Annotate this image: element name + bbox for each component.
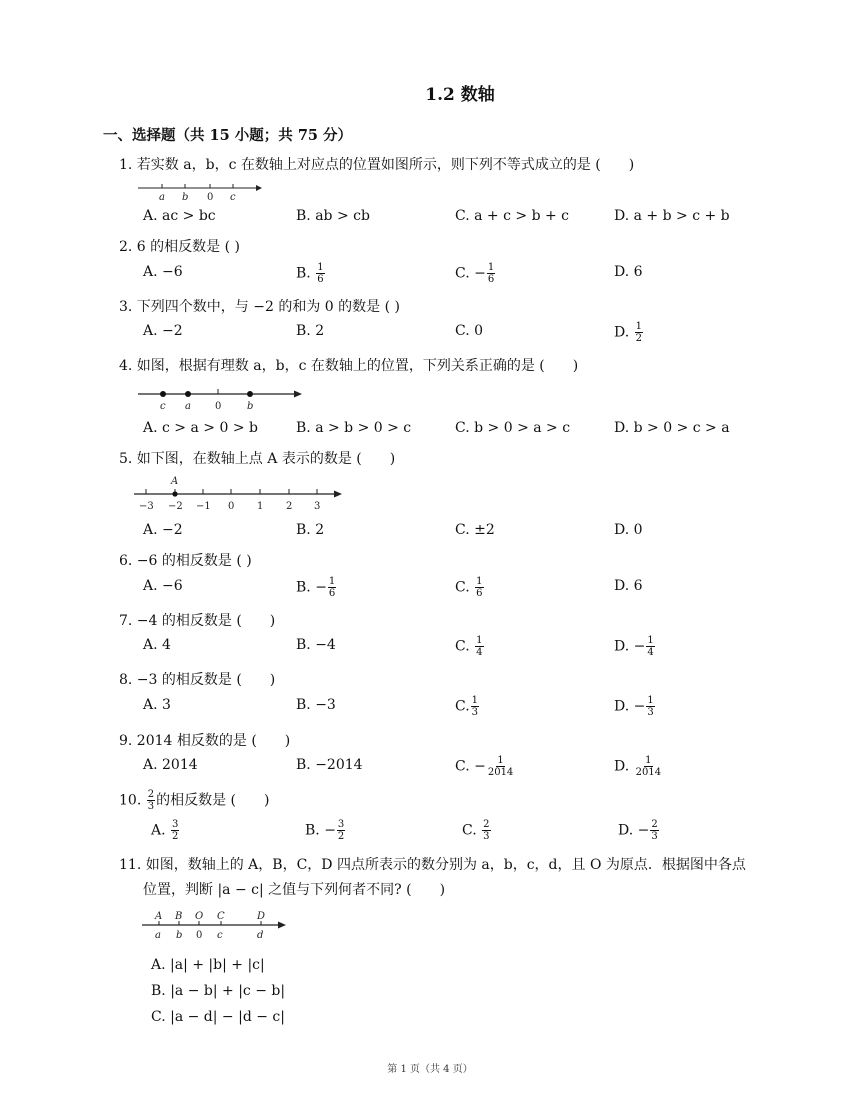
q6-option-a[interactable]: A. −6 <box>143 578 183 594</box>
axis-label: 1 <box>257 501 264 512</box>
axis-label: 0 <box>196 930 203 941</box>
q7-option-b[interactable]: B. −4 <box>296 637 336 653</box>
q9-option-b[interactable]: B. −2014 <box>296 757 363 773</box>
q2-option-b[interactable]: B. $\frac{1}{6}$ <box>296 262 324 285</box>
question-10-stem: 10. $\frac{2}{3}$ 的相反数是 ( ) <box>119 789 270 812</box>
axis-label: b <box>176 930 183 941</box>
q1-option-b[interactable]: B. ab > cb <box>296 208 370 224</box>
axis-label: −2 <box>168 501 183 512</box>
q8-option-c[interactable]: C. $\frac{1}{3}$ <box>455 695 479 718</box>
q8-option-a[interactable]: A. 3 <box>143 697 171 713</box>
q3-option-a[interactable]: A. −2 <box>143 323 183 339</box>
axis-point-label: B <box>175 911 183 922</box>
axis-label: b <box>182 192 189 203</box>
axis-point-label: D <box>257 911 266 922</box>
q11-option-c[interactable]: C. |a − d| − |d − c| <box>151 1009 285 1025</box>
axis-label: a <box>155 930 161 941</box>
q2-option-d[interactable]: D. 6 <box>614 264 643 280</box>
q11-option-a[interactable]: A. |a| + |b| + |c| <box>151 957 265 973</box>
q7-option-d[interactable]: D. − $\frac{1}{4}$ <box>614 635 654 658</box>
question-4-number-line <box>138 386 308 412</box>
axis-label: c <box>230 192 236 203</box>
page-footer: 第 1 页（共 4 页） <box>387 1064 473 1075</box>
q6-option-c[interactable]: C. $\frac{1}{6}$ <box>455 576 483 599</box>
question-8-stem: 8. −3 的相反数是 ( ) <box>119 672 276 688</box>
q4-option-b[interactable]: B. a > b > 0 > c <box>296 420 412 436</box>
axis-label: −3 <box>139 501 154 512</box>
q4-option-d[interactable]: D. b > 0 > c > a <box>614 420 730 436</box>
axis-point-label: C <box>217 911 225 922</box>
axis-label: c <box>217 930 223 941</box>
q9-option-c[interactable]: C. − $\frac{1}{2014}$ <box>455 755 514 778</box>
q10-option-c[interactable]: C. $\frac{2}{3}$ <box>462 819 490 842</box>
q8-option-b[interactable]: B. −3 <box>296 697 336 713</box>
q3-option-c[interactable]: C. 0 <box>455 323 484 339</box>
axis-label: −1 <box>196 501 211 512</box>
axis-label: 0 <box>207 192 214 203</box>
question-11-stem: 11. 如图，数轴上的 A，B，C，D 四点所表示的数分别为 a，b，c，d，且 O 为原点．根据图中各点 <box>119 857 746 873</box>
question-6-stem: 6. −6 的相反数是 ( ) <box>119 553 252 569</box>
q7-option-c[interactable]: C. $\frac{1}{4}$ <box>455 635 483 658</box>
q6-option-b[interactable]: B. − $\frac{1}{6}$ <box>296 576 336 599</box>
q4-option-c[interactable]: C. b > 0 > a > c <box>455 420 571 436</box>
axis-point-label: A <box>155 911 163 922</box>
question-7-stem: 7. −4 的相反数是 ( ) <box>119 613 276 629</box>
axis-label: d <box>257 930 264 941</box>
q3-option-b[interactable]: B. 2 <box>296 323 325 339</box>
axis-point-label: O <box>195 911 204 922</box>
axis-label: b <box>247 401 254 412</box>
axis-label: a <box>159 192 165 203</box>
question-9-stem: 9. 2014 相反数的是 ( ) <box>119 733 291 749</box>
axis-label: c <box>160 401 166 412</box>
question-1-number-line <box>138 180 268 204</box>
page-title: 1.2 数轴 <box>425 85 495 105</box>
axis-label: a <box>185 401 191 412</box>
q5-option-a[interactable]: A. −2 <box>143 522 183 538</box>
q9-option-a[interactable]: A. 2014 <box>143 757 198 773</box>
question-5-number-line <box>134 474 349 514</box>
question-2-stem: 2. 6 的相反数是 ( ) <box>119 239 240 255</box>
q1-option-a[interactable]: A. ac > bc <box>143 208 216 224</box>
question-5-stem: 5. 如下图，在数轴上点 A 表示的数是 ( ) <box>119 451 396 467</box>
q10-option-b[interactable]: B. − $\frac{3}{2}$ <box>305 819 345 842</box>
question-11-number-line <box>142 908 292 942</box>
q6-option-d[interactable]: D. 6 <box>614 578 643 594</box>
q10-option-d[interactable]: D. − $\frac{2}{3}$ <box>618 819 658 842</box>
q10-option-a[interactable]: A. $\frac{3}{2}$ <box>151 819 179 842</box>
q3-option-d[interactable]: D. $\frac{1}{2}$ <box>614 321 643 344</box>
q2-option-a[interactable]: A. −6 <box>143 264 183 280</box>
axis-label: 3 <box>314 501 321 512</box>
q7-option-a[interactable]: A. 4 <box>143 637 171 653</box>
axis-label: 2 <box>286 501 293 512</box>
section-heading: 一、选择题（共 15 小题；共 75 分） <box>103 127 353 144</box>
question-4-stem: 4. 如图，根据有理数 a，b，c 在数轴上的位置，下列关系正确的是 ( ) <box>119 358 579 374</box>
question-1-stem: 1. 若实数 a，b，c 在数轴上对应点的位置如图所示，则下列不等式成立的是 ( ) <box>119 157 635 173</box>
axis-point-label: A <box>171 476 179 487</box>
q2-option-c[interactable]: C. − $\frac{1}{6}$ <box>455 262 495 285</box>
q1-option-c[interactable]: C. a + c > b + c <box>455 208 569 224</box>
q1-option-d[interactable]: D. a + b > c + b <box>614 208 730 224</box>
q4-option-a[interactable]: A. c > a > 0 > b <box>143 420 258 436</box>
axis-label: 0 <box>228 501 235 512</box>
q5-option-d[interactable]: D. 0 <box>614 522 643 538</box>
q5-option-b[interactable]: B. 2 <box>296 522 325 538</box>
q11-option-b[interactable]: B. |a − b| + |c − b| <box>151 983 286 999</box>
question-3-stem: 3. 下列四个数中，与 −2 的和为 0 的数是 ( ) <box>119 299 400 315</box>
q9-option-d[interactable]: D. $\frac{1}{2014}$ <box>614 755 662 778</box>
q8-option-d[interactable]: D. − $\frac{1}{3}$ <box>614 695 654 718</box>
question-11-stem-line2: 位置，判断 |a − c| 之值与下列何者不同? ( ) <box>143 882 446 898</box>
q5-option-c[interactable]: C. ±2 <box>455 522 495 538</box>
axis-label: 0 <box>215 401 222 412</box>
